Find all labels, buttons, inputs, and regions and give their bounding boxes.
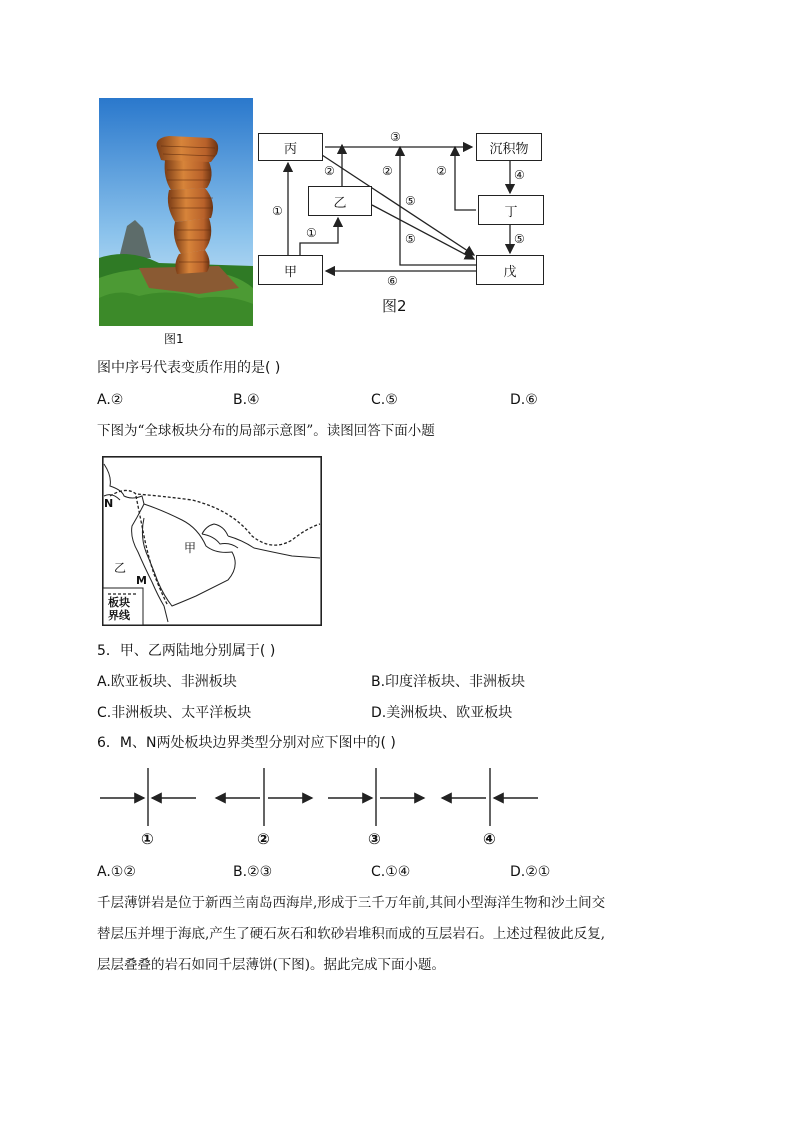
- q6-option-b[interactable]: B.②③: [233, 864, 273, 880]
- map-label-jia: 甲: [184, 541, 197, 555]
- q4-option-a[interactable]: A.②: [97, 392, 124, 408]
- plate-map: [102, 456, 322, 626]
- rock-pillar-image: [99, 98, 253, 326]
- label-jia-bing: ①: [272, 204, 283, 218]
- label-bing-wu: ⑤: [405, 194, 416, 208]
- q4-stem: 图中序号代表变质作用的是( ): [97, 360, 281, 376]
- boundary-label-2: ②: [257, 830, 270, 848]
- boundary-label-4: ④: [483, 830, 496, 848]
- label-yi-wu: ⑤: [405, 232, 416, 246]
- q4-option-c[interactable]: C.⑤: [371, 392, 398, 408]
- arrow-yi-wu: [372, 205, 474, 259]
- box-wu: 戊: [476, 255, 544, 285]
- box-yi: 乙: [308, 186, 372, 216]
- label-wu-bing: ②: [382, 164, 393, 178]
- box-bing: 丙: [258, 133, 323, 161]
- boundary-arrows: [98, 766, 548, 826]
- boundary-label-3: ③: [368, 830, 381, 848]
- q6-stem: 6．M、N两处板块边界类型分别对应下图中的( ): [97, 735, 396, 751]
- map-legend-line1: 板块: [108, 596, 130, 609]
- map-legend-line2: 界线: [108, 609, 130, 622]
- figure1-photo: [99, 98, 253, 326]
- box-ding: 丁: [478, 195, 544, 225]
- figure2-caption: 图2: [382, 297, 407, 315]
- figure2-diagram: [250, 125, 550, 325]
- q5-stem: 5．甲、乙两陆地分别属于( ): [97, 643, 276, 659]
- map-label-yi: 乙: [114, 561, 127, 575]
- q5-option-d[interactable]: D.美洲板块、欧亚板块: [371, 705, 513, 721]
- q4-option-d[interactable]: D.⑥: [510, 392, 538, 408]
- boundary-diagrams: [98, 766, 548, 826]
- passage-line-1: 千层薄饼岩是位于新西兰南岛西海岸,形成于三千万年前,其间小型海洋生物和沙土间交: [97, 895, 606, 911]
- label-ding-wu: ⑤: [514, 232, 525, 246]
- q5-option-c[interactable]: C.非洲板块、太平洋板块: [97, 705, 252, 721]
- label-yi-bing: ②: [324, 164, 335, 178]
- label-ding-bing: ②: [436, 164, 447, 178]
- q4-option-b[interactable]: B.④: [233, 392, 260, 408]
- label-bing-chen: ③: [390, 130, 401, 144]
- map-label-m: M: [136, 574, 147, 587]
- q6-option-d[interactable]: D.②①: [510, 864, 551, 880]
- box-chenjiwu: 沉积物: [476, 133, 542, 161]
- label-chen-ding: ④: [514, 168, 525, 182]
- q5-option-a[interactable]: A.欧亚板块、非洲板块: [97, 674, 237, 690]
- plate-map-drawing: [102, 456, 322, 626]
- figure1-caption: 图1: [164, 332, 184, 346]
- q5-option-b[interactable]: B.印度洋板块、非洲板块: [371, 674, 526, 690]
- passage-line-3: 层层叠叠的岩石如同千层薄饼(下图)。据此完成下面小题。: [97, 957, 446, 973]
- boundary-label-1: ①: [141, 830, 154, 848]
- arrow-ding-bing: [455, 147, 476, 210]
- label-jia-yi: ①: [306, 226, 317, 240]
- map-label-n: N: [104, 497, 114, 510]
- q6-option-c[interactable]: C.①④: [371, 864, 411, 880]
- q6-option-a[interactable]: A.①②: [97, 864, 136, 880]
- label-wu-jia: ⑥: [387, 274, 398, 288]
- box-jia: 甲: [258, 255, 323, 285]
- passage-line-2: 替层压并埋于海底,产生了硬石灰石和软砂岩堆积而成的互层岩石。上述过程彼此反复,: [97, 926, 606, 942]
- intro-5-6: 下图为“全球板块分布的局部示意图”。读图回答下面小题: [97, 423, 435, 439]
